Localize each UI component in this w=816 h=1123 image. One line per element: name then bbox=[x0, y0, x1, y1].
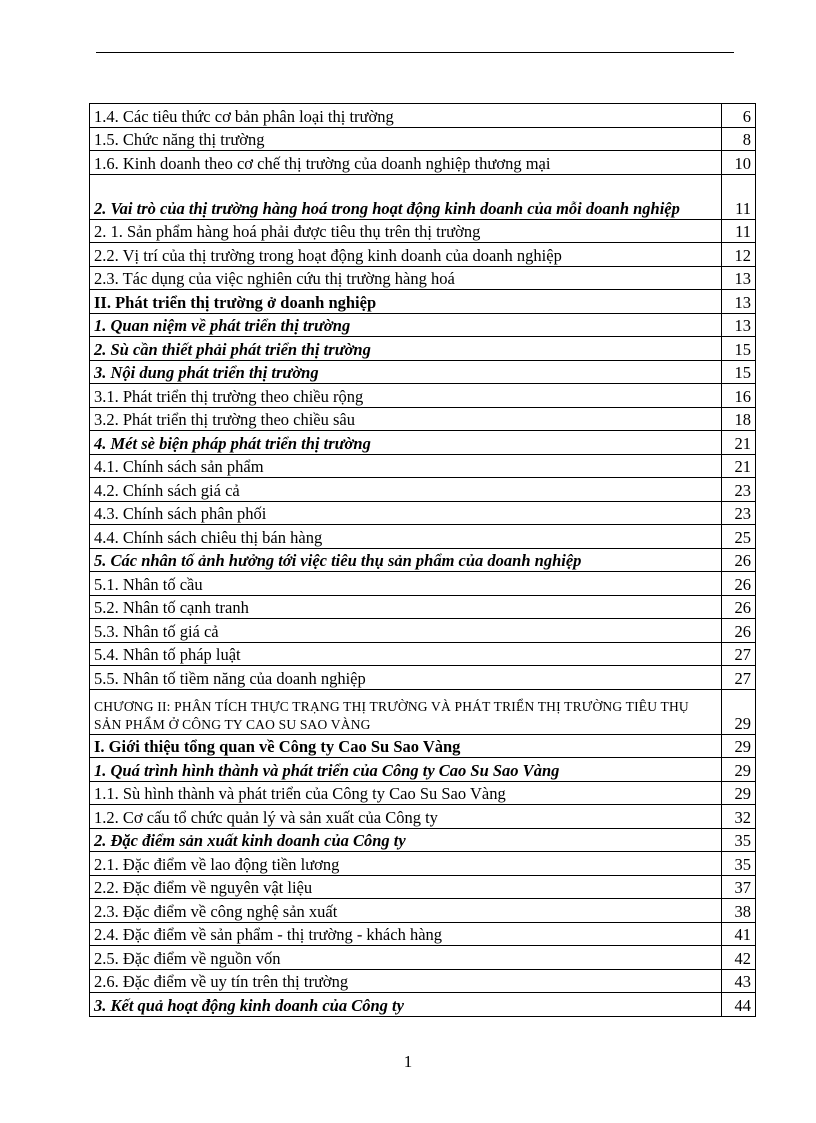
toc-row bbox=[90, 781, 756, 805]
toc-entry-title: 1.1. Sù hình thành và phát triển của Công ty Cao Su Sao Vàng bbox=[90, 781, 722, 805]
toc-entry-page: 44 bbox=[722, 993, 756, 1017]
toc-row bbox=[90, 666, 756, 690]
toc-entry-page: 29 bbox=[722, 781, 756, 805]
toc-entry-title: 5. Các nhân tố ảnh hưởng tới việc tiêu thụ sản phẩm của doanh nghiệp bbox=[90, 548, 722, 572]
toc-entry-page: 26 bbox=[722, 619, 756, 643]
toc-entry-title: 4.4. Chính sách chiêu thị bán hàng bbox=[90, 525, 722, 549]
toc-entry-title: 3.2. Phát triển thị trường theo chiều sâu bbox=[90, 407, 722, 431]
table-of-contents bbox=[89, 103, 756, 1017]
toc-entry-page: 29 bbox=[722, 689, 756, 734]
toc-entry-page: 18 bbox=[722, 407, 756, 431]
toc-row bbox=[90, 852, 756, 876]
toc-entry-title: 2.5. Đặc điểm về nguồn vốn bbox=[90, 946, 722, 970]
toc-entry-page: 6 bbox=[722, 104, 756, 128]
toc-entry-title: 2.1. Đặc điểm về lao động tiền lương bbox=[90, 852, 722, 876]
toc-row bbox=[90, 360, 756, 384]
page-number: 1 bbox=[403, 1052, 413, 1071]
toc-row bbox=[90, 219, 756, 243]
toc-entry-title: 2. Vai trò của thị trường hàng hoá trong hoạt động kinh doanh của mỗi doanh nghiệp bbox=[90, 174, 722, 219]
toc-entry-page: 25 bbox=[722, 525, 756, 549]
toc-entry-title: 2.3. Đặc điểm về công nghệ sản xuất bbox=[90, 899, 722, 923]
toc-row bbox=[90, 313, 756, 337]
toc-row bbox=[90, 174, 756, 219]
toc-row bbox=[90, 689, 756, 734]
toc-entry-title: 1.4. Các tiêu thức cơ bản phân loại thị trường bbox=[90, 104, 722, 128]
toc-entry-title: 2. Đặc điểm sản xuất kinh doanh của Công ty bbox=[90, 828, 722, 852]
toc-entry-title: CHƯƠNG II: PHÂN TÍCH THỰC TRẠNG THỊ TRƯỜNG VÀ PHÁT TRIỂN THỊ TRƯỜNG TIÊU THỤ SẢN PHẨM Ở CÔNG TY CAO SU SAO VÀNG bbox=[90, 689, 722, 734]
toc-row bbox=[90, 384, 756, 408]
toc-row bbox=[90, 454, 756, 478]
toc-entry-page: 13 bbox=[722, 290, 756, 314]
toc-row bbox=[90, 104, 756, 128]
toc-row bbox=[90, 993, 756, 1017]
toc-entry-title: 3. Kết quả hoạt động kinh doanh của Công ty bbox=[90, 993, 722, 1017]
toc-row bbox=[90, 478, 756, 502]
toc-entry-title: 5.1. Nhân tố cầu bbox=[90, 572, 722, 596]
toc-entry-title: 2.2. Vị trí của thị trường trong hoạt động kinh doanh của doanh nghiệp bbox=[90, 243, 722, 267]
toc-entry-page: 10 bbox=[722, 151, 756, 175]
toc-row bbox=[90, 969, 756, 993]
toc-entry-title: 1. Quan niệm về phát triển thị trường bbox=[90, 313, 722, 337]
toc-entry-page: 26 bbox=[722, 572, 756, 596]
toc-entry-title: 1.6. Kinh doanh theo cơ chế thị trường của doanh nghiệp thương mại bbox=[90, 151, 722, 175]
toc-entry-page: 11 bbox=[722, 174, 756, 219]
toc-entry-page: 11 bbox=[722, 219, 756, 243]
toc-entry-page: 21 bbox=[722, 454, 756, 478]
toc-entry-title: 3. Nội dung phát triển thị trường bbox=[90, 360, 722, 384]
toc-entry-title: 2.2. Đặc điểm về nguyên vật liệu bbox=[90, 875, 722, 899]
toc-entry-page: 15 bbox=[722, 337, 756, 361]
toc-entry-title: 2. Sù cần thiết phải phát triển thị trường bbox=[90, 337, 722, 361]
toc-row bbox=[90, 805, 756, 829]
toc-entry-page: 35 bbox=[722, 852, 756, 876]
toc-row bbox=[90, 337, 756, 361]
toc-row bbox=[90, 828, 756, 852]
toc-entry-title: 5.3. Nhân tố giá cả bbox=[90, 619, 722, 643]
toc-entry-title: 4.3. Chính sách phân phối bbox=[90, 501, 722, 525]
toc-entry-page: 13 bbox=[722, 313, 756, 337]
toc-row bbox=[90, 501, 756, 525]
toc-entry-page: 43 bbox=[722, 969, 756, 993]
toc-row bbox=[90, 151, 756, 175]
toc-entry-page: 27 bbox=[722, 666, 756, 690]
toc-row bbox=[90, 572, 756, 596]
toc-row bbox=[90, 642, 756, 666]
toc-entry-page: 38 bbox=[722, 899, 756, 923]
header-rule bbox=[96, 52, 734, 53]
toc-entry-title: II. Phát triển thị trường ở doanh nghiệp bbox=[90, 290, 722, 314]
toc-row bbox=[90, 922, 756, 946]
toc-row bbox=[90, 619, 756, 643]
toc-entry-title: 5.5. Nhân tố tiềm năng của doanh nghiệp bbox=[90, 666, 722, 690]
toc-row bbox=[90, 290, 756, 314]
toc-entry-page: 32 bbox=[722, 805, 756, 829]
toc-entry-title: 2.6. Đặc điểm về uy tín trên thị trường bbox=[90, 969, 722, 993]
toc-row bbox=[90, 899, 756, 923]
toc-entry-page: 42 bbox=[722, 946, 756, 970]
toc-entry-title: 4.1. Chính sách sản phẩm bbox=[90, 454, 722, 478]
toc-entry-title: 1.2. Cơ cấu tổ chức quản lý và sản xuất của Công ty bbox=[90, 805, 722, 829]
toc-body bbox=[90, 104, 756, 1017]
toc-row bbox=[90, 758, 756, 782]
toc-entry-title: 1. Quá trình hình thành và phát triển của Công ty Cao Su Sao Vàng bbox=[90, 758, 722, 782]
toc-row bbox=[90, 875, 756, 899]
toc-row bbox=[90, 595, 756, 619]
toc-row bbox=[90, 431, 756, 455]
toc-entry-title: 2. 1. Sản phẩm hàng hoá phải được tiêu thụ trên thị trường bbox=[90, 219, 722, 243]
toc-entry-title: 1.5. Chức năng thị trường bbox=[90, 127, 722, 151]
toc-entry-page: 29 bbox=[722, 734, 756, 758]
toc-entry-page: 21 bbox=[722, 431, 756, 455]
toc-entry-page: 26 bbox=[722, 595, 756, 619]
toc-entry-page: 8 bbox=[722, 127, 756, 151]
toc-entry-page: 15 bbox=[722, 360, 756, 384]
toc-entry-title: 5.2. Nhân tố cạnh tranh bbox=[90, 595, 722, 619]
toc-entry-page: 35 bbox=[722, 828, 756, 852]
toc-entry-title: 4.2. Chính sách giá cả bbox=[90, 478, 722, 502]
toc-row bbox=[90, 243, 756, 267]
toc-entry-title: 5.4. Nhân tố pháp luật bbox=[90, 642, 722, 666]
toc-entry-page: 23 bbox=[722, 501, 756, 525]
toc-row bbox=[90, 407, 756, 431]
toc-entry-page: 12 bbox=[722, 243, 756, 267]
toc-entry-page: 41 bbox=[722, 922, 756, 946]
toc-entry-title: 2.4. Đặc điểm về sản phẩm - thị trường - khách hàng bbox=[90, 922, 722, 946]
toc-entry-title: I. Giới thiệu tổng quan về Công ty Cao Su Sao Vàng bbox=[90, 734, 722, 758]
toc-row bbox=[90, 734, 756, 758]
toc-row bbox=[90, 548, 756, 572]
toc-entry-page: 23 bbox=[722, 478, 756, 502]
toc-entry-page: 13 bbox=[722, 266, 756, 290]
toc-row bbox=[90, 266, 756, 290]
toc-entry-title: 3.1. Phát triển thị trường theo chiều rộng bbox=[90, 384, 722, 408]
toc-row bbox=[90, 127, 756, 151]
toc-row bbox=[90, 946, 756, 970]
toc-entry-page: 16 bbox=[722, 384, 756, 408]
toc-entry-page: 27 bbox=[722, 642, 756, 666]
toc-entry-page: 29 bbox=[722, 758, 756, 782]
toc-entry-page: 26 bbox=[722, 548, 756, 572]
toc-entry-title: 2.3. Tác dụng của việc nghiên cứu thị trường hàng hoá bbox=[90, 266, 722, 290]
toc-entry-title: 4. Mét sè biện pháp phát triển thị trường bbox=[90, 431, 722, 455]
toc-entry-page: 37 bbox=[722, 875, 756, 899]
toc-row bbox=[90, 525, 756, 549]
